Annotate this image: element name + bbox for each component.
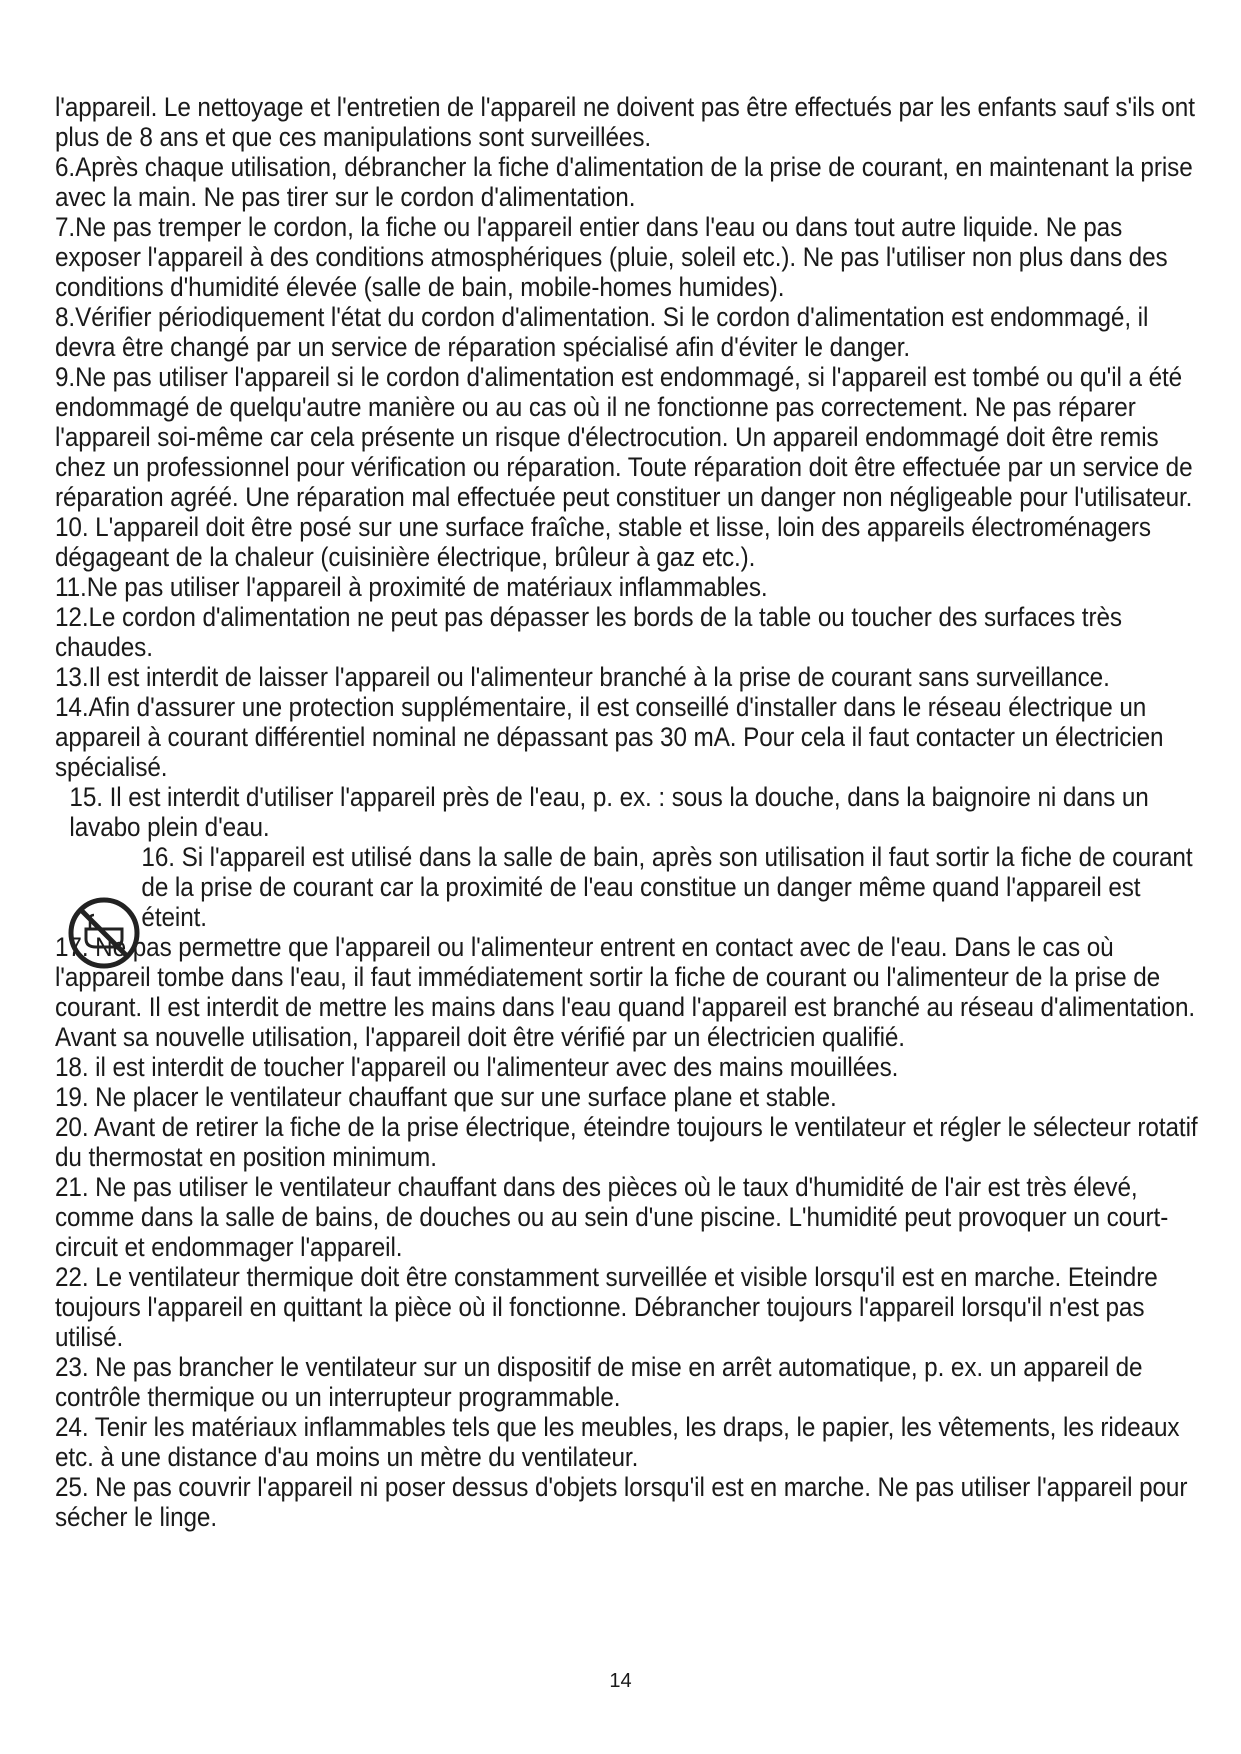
- paragraph-6: 6.Après chaque utilisation, débrancher la fiche d'alimentation de la prise de courant, en maintenant la prise avec la main. Ne pas tirer sur le cordon d'alimentation.: [55, 152, 1193, 212]
- paragraph-12: 12.Le cordon d'alimentation ne peut pas dépasser les bords de la table ou toucher des surfaces très chaudes.: [55, 602, 1122, 662]
- paragraph-25: 25. Ne pas couvrir l'appareil ni poser dessus d'objets lorsqu'il est en marche. Ne pas utiliser l'appareil pour sécher le linge.: [55, 1472, 1188, 1532]
- paragraph-10: 10. L'appareil doit être posé sur une surface fraîche, stable et lisse, loin des appareils électroménagers dégageant de la chaleur (cuisinière électrique, brûleur à gaz etc.).: [55, 512, 1151, 572]
- paragraph-14: 14.Afin d'assurer une protection supplémentaire, il est conseillé d'installer dans le réseau électrique un appareil à courant différentiel nominal ne dépassant pas 30 mA. Pour cela il faut contacter un électricien spécialisé.: [55, 692, 1164, 782]
- paragraph-19: 19. Ne placer le ventilateur chauffant que sur une surface plane et stable.: [55, 1082, 837, 1112]
- paragraph-9: 9.Ne pas utiliser l'appareil si le cordon d'alimentation est endommagé, si l'appareil est tombé ou qu'il a été endommagé de quelqu'autre manière ou au cas où il ne fonctionne pas correctement. Ne pas réparer l'appareil soi-même car cela présente un risque d'électrocution. Un appareil endommagé doit être remis chez un professionnel pour vérification ou réparation. Toute réparation doit être effectuée par un service de réparation agréé. Une réparation mal effectuée peut constituer un danger non négligeable pour l'utilisateur.: [55, 362, 1193, 512]
- no-bath-prohibition-icon: [66, 895, 142, 971]
- paragraph-22: 22. Le ventilateur thermique doit être constamment surveillée et visible lorsqu'il est en marche. Eteindre toujours l'appareil en quittant la pièce où il fonctionne. Débrancher toujours l'appareil lorsqu'il n'est pas utilisé.: [55, 1262, 1158, 1352]
- paragraph-24: 24. Tenir les matériaux inflammables tels que les meubles, les draps, le papier, les vêtements, les rideaux etc. à une distance d'au moins un mètre du ventilateur.: [55, 1412, 1180, 1472]
- paragraph-11: 11.Ne pas utiliser l'appareil à proximité de matériaux inflammables.: [55, 572, 768, 602]
- paragraph-16: 16. Si l'appareil est utilisé dans la salle de bain, après son utilisation il faut sortir la fiche de courant de la prise de courant car la proximité de l'eau constitue un danger même quand l'appareil est éteint.: [141, 842, 1193, 932]
- paragraph-5-continued: l'appareil. Le nettoyage et l'entretien de l'appareil ne doivent pas être effectués par les enfants sauf s'ils ont plus de 8 ans et que ces manipulations sont surveillées.: [55, 92, 1195, 152]
- paragraph-7: 7.Ne pas tremper le cordon, la fiche ou l'appareil entier dans l'eau ou dans tout autre liquide. Ne pas exposer l'appareil à des conditions atmosphériques (pluie, soleil etc.). Ne pas l'utiliser non plus dans des conditions d'humidité élevée (salle de bain, mobile-homes humides).: [55, 212, 1168, 302]
- safety-instructions: [55, 92, 1205, 1532]
- page-number: 14: [609, 1670, 632, 1692]
- paragraph-23: 23. Ne pas brancher le ventilateur sur un dispositif de mise en arrêt automatique, p. ex. un appareil de contrôle thermique ou un interrupteur programmable.: [55, 1352, 1143, 1412]
- paragraph-20: 20. Avant de retirer la fiche de la prise électrique, éteindre toujours le ventilateur et régler le sélecteur rotatif du thermostat en position minimum.: [55, 1112, 1198, 1172]
- paragraph-21: 21. Ne pas utiliser le ventilateur chauffant dans des pièces où le taux d'humidité de l'air est très élevé, comme dans la salle de bains, de douches ou au sein d'une piscine. L'humidité peut provoquer un court-circuit et endommager l'appareil.: [55, 1172, 1169, 1262]
- paragraph-8: 8.Vérifier périodiquement l'état du cordon d'alimentation. Si le cordon d'alimentation est endommagé, il devra être changé par un service de réparation spécialisé afin d'éviter le danger.: [55, 302, 1149, 362]
- paragraph-18: 18. il est interdit de toucher l'appareil ou l'alimenteur avec des mains mouillées.: [55, 1052, 899, 1082]
- paragraph-13: 13.Il est interdit de laisser l'appareil ou l'alimenteur branché à la prise de courant sans surveillance.: [55, 662, 1110, 692]
- paragraph-15: 15. Il est interdit d'utiliser l'appareil près de l'eau, p. ex. : sous la douche, dans la baignoire ni dans un lavabo plein d'eau.: [69, 782, 1149, 842]
- paragraph-17: 17. Ne pas permettre que l'appareil ou l'alimenteur entrent en contact avec de l'eau. Dans le cas où l'appareil tombe dans l'eau, il faut immédiatement sortir la fiche de courant ou l'alimenteur de la prise de courant. Il est interdit de mettre les mains dans l'eau quand l'appareil est branché au réseau d'alimentation. Avant sa nouvelle utilisation, l'appareil doit être vérifié par un électricien qualifié.: [55, 932, 1196, 1052]
